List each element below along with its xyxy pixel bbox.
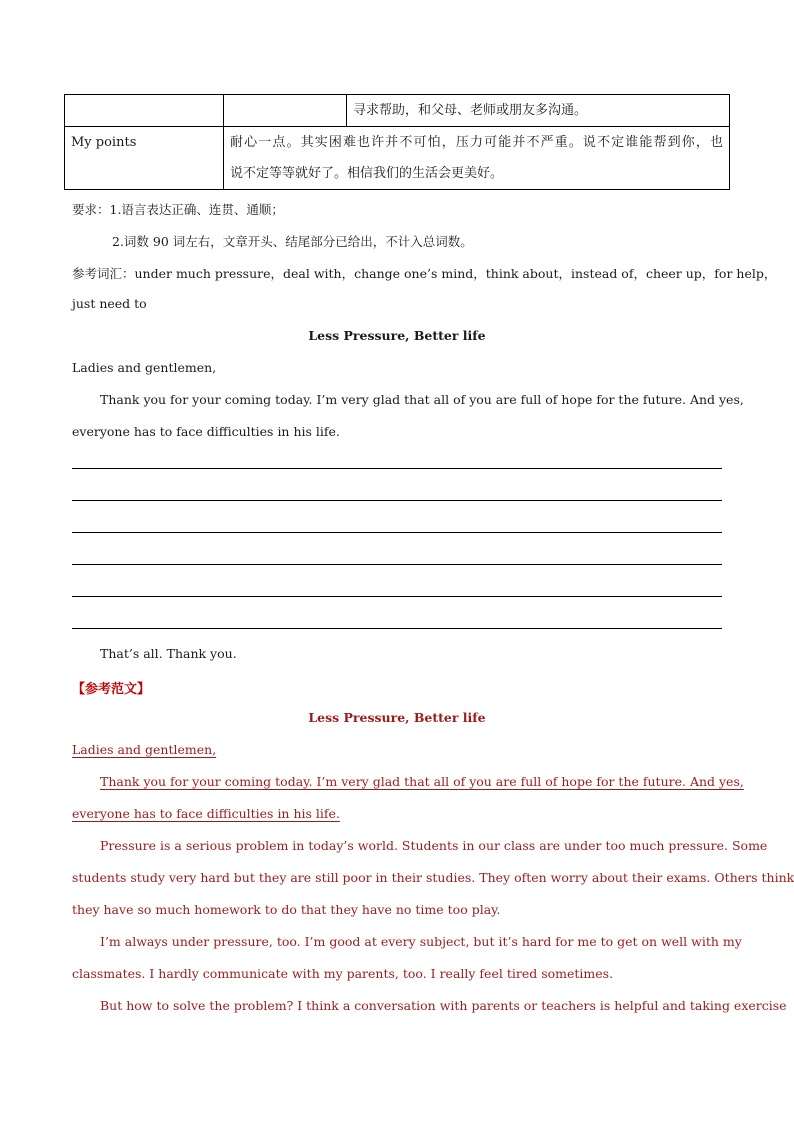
sample-paragraph-line: Thank you for your coming today. I’m very glad that all of you are full of hope for the future. And yes, (100, 774, 744, 789)
table-cell (224, 95, 347, 127)
writing-line (72, 564, 722, 565)
table-cell (65, 95, 224, 127)
sample-paragraph-line: they have so much homework to do that they have no time too play. (72, 902, 501, 917)
sample-paragraph-line: everyone has to face difficulties in his life. (72, 806, 340, 821)
writing-line (72, 628, 722, 629)
table-cell-line: 说不定等等就好了。相信我们的生活会更美好。 (230, 166, 504, 181)
sample-heading: 【参考范文】 (72, 682, 151, 697)
my-points-label: My points (65, 127, 224, 190)
sample-paragraph-line: But how to solve the problem? I think a conversation with parents or teachers is helpful and taking exercise (100, 998, 787, 1013)
writing-line (72, 596, 722, 597)
table-row (65, 95, 730, 127)
requirements-line-1: 要求：1.语言表达正确、连贯、通顺； (72, 202, 284, 217)
writing-line (72, 468, 722, 469)
sample-paragraph-line: Pressure is a serious problem in today’s world. Students in our class are under too much pressure. Some (100, 838, 768, 853)
table-cell-line: 耐心一点。其实困难也许并不可怕，压力可能并不严重。说不定谁能帮到你，也 (230, 135, 723, 150)
table-cell: 寻求帮助，和父母、老师或朋友多沟通。 (347, 95, 730, 127)
prompt-title: Less Pressure, Better life (308, 328, 486, 343)
sample-paragraph-line: students study very hard but they are still poor in their studies. They often worry about their exams. Others think (72, 870, 794, 885)
sample-greeting: Ladies and gentlemen, (72, 742, 217, 757)
table-row (65, 127, 730, 190)
prompt-paragraph-line: Thank you for your coming today. I’m very glad that all of you are full of hope for the future. And yes, (100, 392, 744, 407)
points-table (64, 94, 730, 190)
prompt-closing: That’s all. Thank you. (100, 646, 237, 661)
sample-paragraph-line: I’m always under pressure, too. I’m good at every subject, but it’s hard for me to get on well with my (100, 934, 742, 949)
vocab-line-1: 参考词汇：under much pressure，deal with，change one’s mind，think about，instead of，cheer up，for help， (72, 266, 777, 281)
sample-title: Less Pressure, Better life (308, 710, 486, 725)
sample-paragraph-line: classmates. I hardly communicate with my parents, too. I really feel tired sometimes. (72, 966, 614, 981)
writing-line (72, 500, 722, 501)
requirements-line-2: 2.词数 90 词左右，文章开头、结尾部分已给出，不计入总词数。 (112, 234, 473, 249)
vocab-line-2: just need to (72, 296, 147, 311)
my-points-content (224, 127, 730, 190)
prompt-greeting: Ladies and gentlemen, (72, 360, 217, 375)
writing-line (72, 532, 722, 533)
prompt-paragraph-line: everyone has to face difficulties in his life. (72, 424, 340, 439)
